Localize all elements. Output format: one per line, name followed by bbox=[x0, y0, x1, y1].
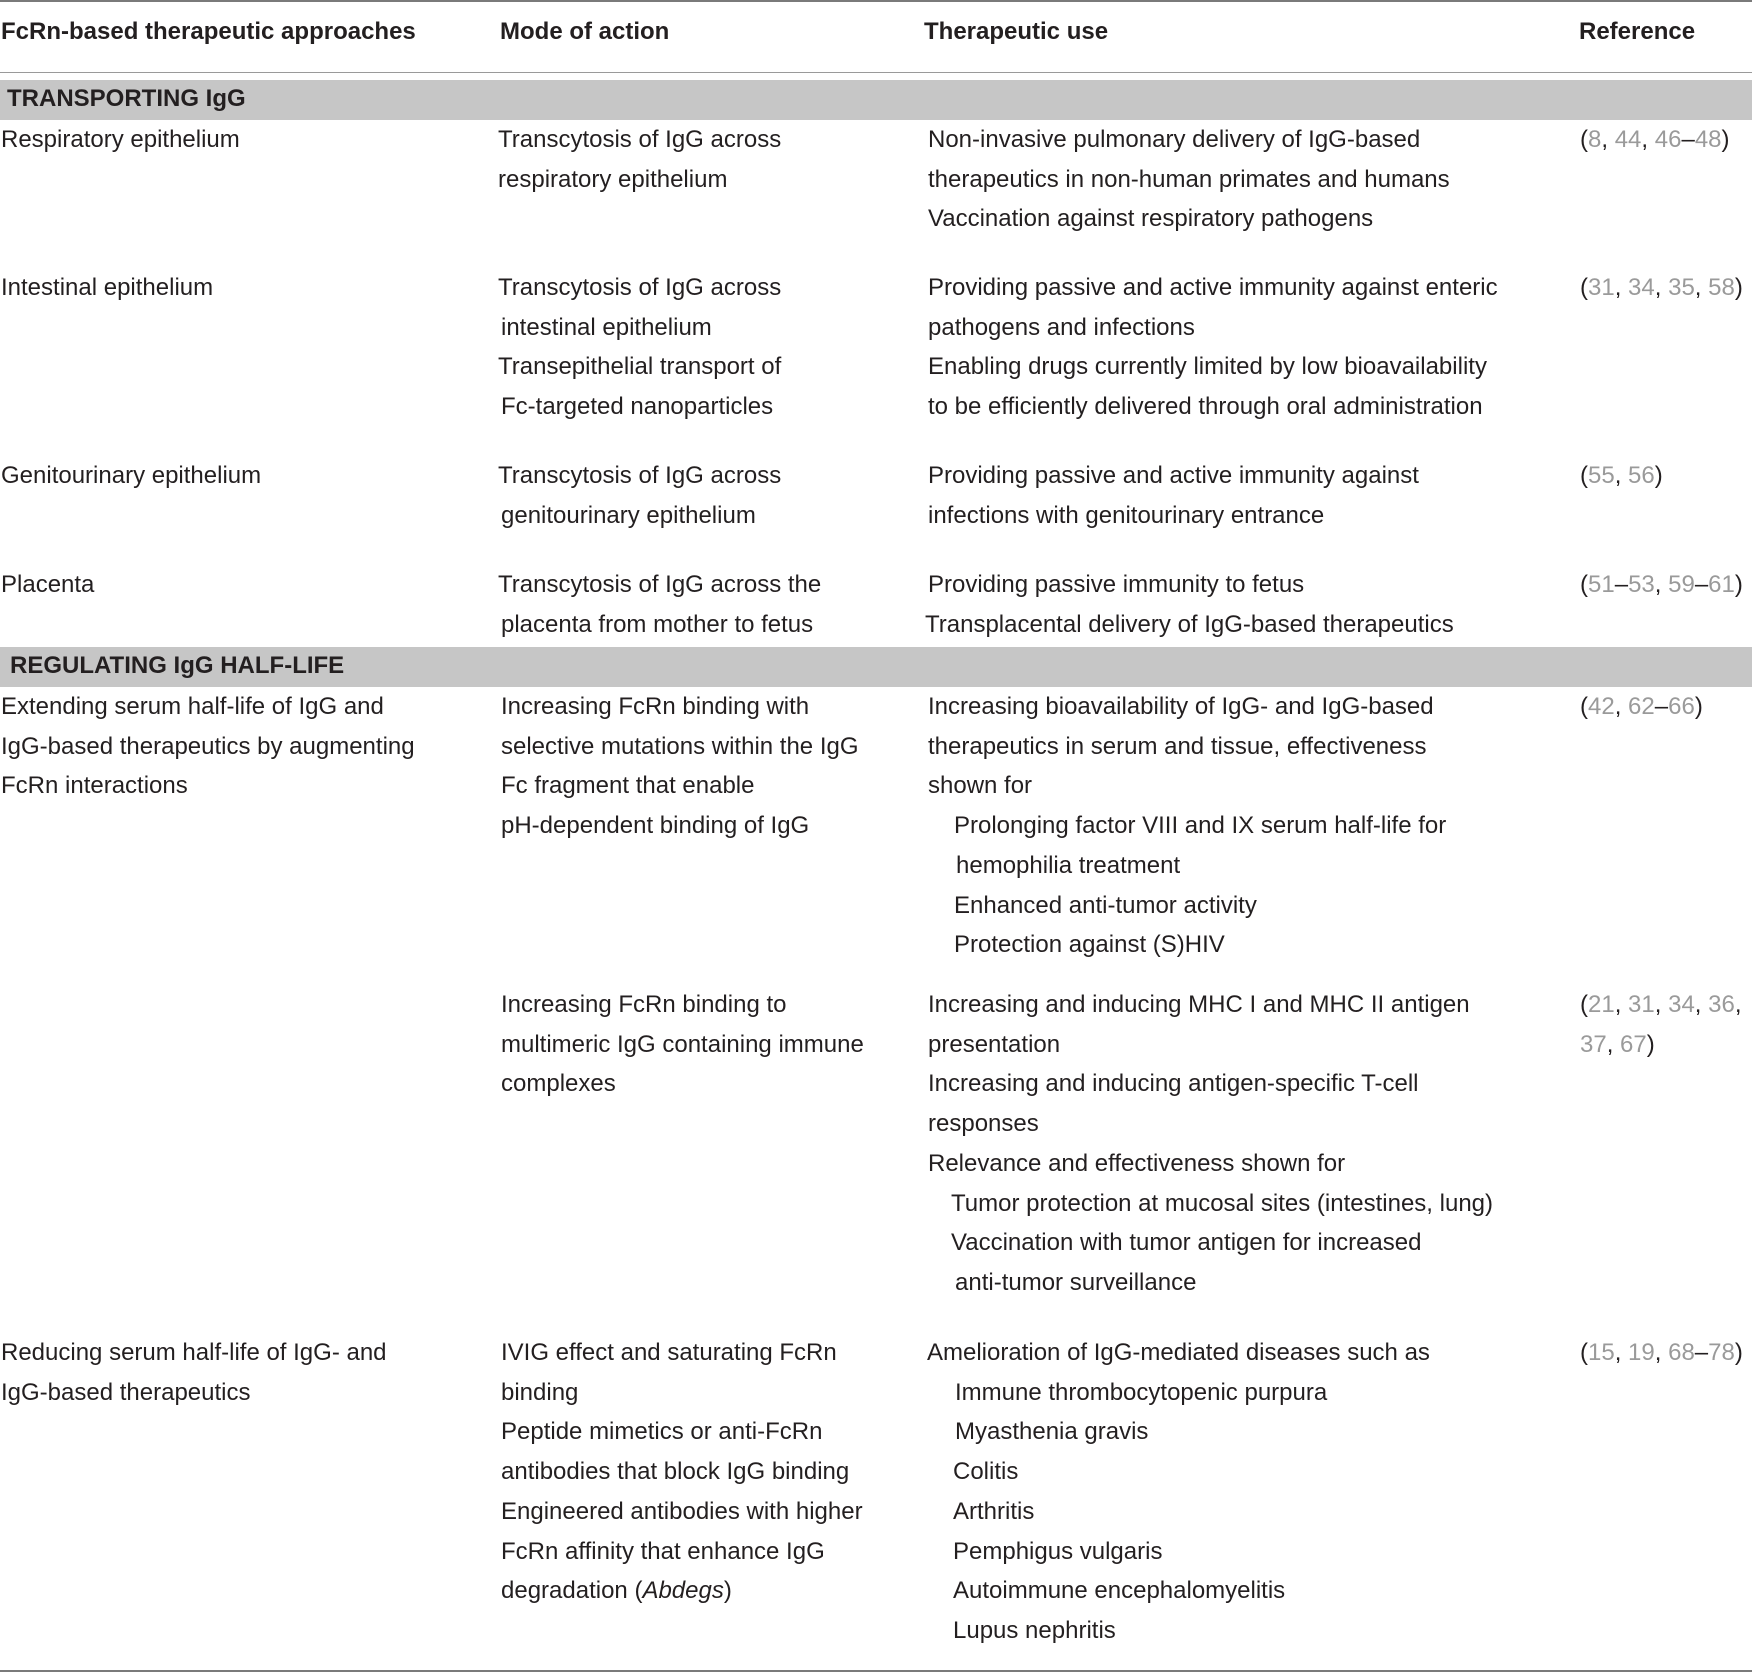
use-cell bbox=[928, 985, 1493, 1303]
reference-number: 59 bbox=[1668, 571, 1695, 598]
reference-cell bbox=[1580, 1333, 1743, 1373]
use-cell bbox=[928, 687, 1446, 965]
use-cell bbox=[925, 565, 1454, 644]
reference-punctuation: ) bbox=[1734, 274, 1743, 301]
approach-text: Reducing serum half-life of IgG- and bbox=[1, 1339, 387, 1366]
reference-punctuation: ( bbox=[1580, 693, 1588, 720]
reference-punctuation: , bbox=[1614, 462, 1629, 489]
column-header-reference: Reference bbox=[1579, 18, 1696, 45]
reference-punctuation: , bbox=[1606, 1030, 1621, 1058]
use-subitem: Prolonging factor VIII and IX serum half-life for bbox=[954, 812, 1447, 840]
use-subitem: Protection against (S)HIV bbox=[954, 931, 1225, 959]
use-text: Providing passive and active immunity against enteric bbox=[928, 274, 1498, 301]
use-text: Increasing bioavailability of IgG- and IgG-based bbox=[928, 693, 1434, 720]
header-rule bbox=[0, 72, 1752, 73]
approach-cell bbox=[1, 268, 213, 308]
approach-cell bbox=[1, 687, 415, 806]
approach-text: Genitourinary epithelium bbox=[1, 462, 262, 489]
approach-cell bbox=[1, 1333, 387, 1412]
reference-punctuation: ( bbox=[1580, 274, 1588, 301]
reference-punctuation: ) bbox=[1721, 126, 1730, 153]
reference-number: 61 bbox=[1708, 571, 1735, 598]
use-text: Increasing and inducing MHC I and MHC II antigen bbox=[928, 991, 1470, 1018]
reference-text bbox=[1580, 268, 1743, 308]
reference-number: 8 bbox=[1588, 126, 1602, 153]
reference-number: 53 bbox=[1628, 571, 1655, 598]
reference-cell bbox=[1580, 565, 1743, 605]
approach-text: IgG-based therapeutics by augmenting bbox=[1, 732, 415, 760]
reference-number: 36 bbox=[1708, 991, 1735, 1018]
reference-number: 46 bbox=[1654, 126, 1682, 153]
mode-text: Transcytosis of IgG across bbox=[498, 462, 782, 489]
use-text: Non-invasive pulmonary delivery of IgG-based bbox=[928, 126, 1421, 153]
reference-number: 56 bbox=[1628, 462, 1655, 489]
reference-punctuation: , bbox=[1601, 126, 1615, 153]
use-text: responses bbox=[928, 1110, 1039, 1138]
mode-text: genitourinary epithelium bbox=[501, 501, 756, 529]
reference-number: 42 bbox=[1588, 693, 1615, 720]
use-cell bbox=[928, 120, 1450, 239]
use-text: to be efficiently delivered through oral administration bbox=[928, 393, 1483, 421]
use-text: infections with genitourinary entrance bbox=[928, 501, 1325, 529]
reference-number: 58 bbox=[1708, 274, 1735, 301]
reference-punctuation: , bbox=[1614, 274, 1629, 301]
reference-cell bbox=[1580, 687, 1703, 727]
use-text: Enabling drugs currently limited by low bioavailability bbox=[928, 353, 1487, 381]
use-text: therapeutics in non-human primates and humans bbox=[928, 165, 1450, 193]
reference-text bbox=[1580, 985, 1742, 1025]
mode-cell bbox=[498, 120, 781, 199]
section-title: REGULATING IgG HALF-LIFE bbox=[10, 652, 345, 679]
reference-number: 37 bbox=[1580, 1030, 1607, 1058]
reference-number: 21 bbox=[1588, 991, 1615, 1018]
use-text: shown for bbox=[928, 772, 1033, 800]
mode-cell bbox=[498, 268, 781, 427]
use-cell bbox=[928, 456, 1419, 535]
reference-number: 48 bbox=[1694, 126, 1722, 153]
reference-text bbox=[1580, 1025, 1742, 1065]
mode-text-part: ) bbox=[723, 1577, 732, 1605]
use-cell bbox=[928, 268, 1498, 427]
reference-number: 34 bbox=[1668, 991, 1695, 1018]
column-header-use: Therapeutic use bbox=[924, 18, 1109, 45]
mode-text-part: degradation ( bbox=[501, 1577, 643, 1605]
use-subitem: Vaccination with tumor antigen for increased bbox=[951, 1229, 1422, 1257]
mode-text: Transcytosis of IgG across bbox=[498, 274, 782, 301]
approach-text: FcRn interactions bbox=[1, 772, 188, 800]
use-subitem: hemophilia treatment bbox=[956, 851, 1181, 879]
reference-text bbox=[1580, 120, 1730, 160]
use-subitem: anti-tumor surveillance bbox=[955, 1268, 1197, 1296]
section-band bbox=[0, 647, 1752, 687]
reference-number: 15 bbox=[1588, 1339, 1615, 1366]
use-text: Relevance and effectiveness shown for bbox=[928, 1149, 1346, 1177]
reference-punctuation: ( bbox=[1580, 462, 1588, 489]
mode-text: IVIG effect and saturating FcRn bbox=[501, 1339, 837, 1366]
use-subitem: Enhanced anti-tumor activity bbox=[954, 891, 1257, 919]
reference-number: 31 bbox=[1588, 274, 1615, 301]
reference-number: 62 bbox=[1628, 693, 1655, 720]
mode-text: placenta from mother to fetus bbox=[501, 610, 814, 638]
approach-text: Placenta bbox=[1, 571, 95, 598]
use-subitem: Colitis bbox=[953, 1458, 1019, 1486]
reference-number: 55 bbox=[1588, 462, 1615, 489]
approach-text: Extending serum half-life of IgG and bbox=[1, 693, 384, 720]
reference-punctuation: – bbox=[1681, 126, 1695, 153]
use-subitem: Autoimmune encephalomyelitis bbox=[953, 1577, 1286, 1605]
reference-punctuation: ( bbox=[1580, 126, 1588, 153]
mode-cell bbox=[501, 1333, 863, 1611]
reference-punctuation: – bbox=[1694, 1339, 1709, 1366]
column-header-approach: FcRn-based therapeutic approaches bbox=[1, 18, 416, 45]
mode-text: Fc-targeted nanoparticles bbox=[501, 393, 774, 421]
mode-text: Fc fragment that enable bbox=[501, 772, 755, 800]
reference-text bbox=[1580, 1333, 1743, 1373]
approach-text: Respiratory epithelium bbox=[1, 126, 240, 153]
reference-punctuation: ) bbox=[1646, 1030, 1655, 1058]
mode-text bbox=[501, 1571, 863, 1611]
approach-text: Intestinal epithelium bbox=[1, 274, 214, 301]
use-subitem: Arthritis bbox=[953, 1497, 1035, 1525]
reference-punctuation: , bbox=[1614, 1339, 1629, 1366]
reference-number: 31 bbox=[1628, 991, 1655, 1018]
reference-number: 78 bbox=[1708, 1339, 1735, 1366]
reference-number: 66 bbox=[1668, 693, 1695, 720]
reference-punctuation: – bbox=[1654, 693, 1669, 720]
mode-text: Increasing FcRn binding with bbox=[501, 693, 810, 720]
mode-text: Engineered antibodies with higher bbox=[501, 1497, 863, 1525]
use-text: therapeutics in serum and tissue, effectiveness bbox=[928, 732, 1427, 760]
use-subitem: Lupus nephritis bbox=[953, 1616, 1116, 1644]
table-bottom-rule bbox=[0, 1670, 1752, 1672]
reference-punctuation: , bbox=[1654, 991, 1669, 1018]
mode-cell bbox=[498, 456, 781, 535]
reference-punctuation: , bbox=[1694, 991, 1709, 1018]
use-text: presentation bbox=[928, 1030, 1061, 1058]
reference-punctuation: – bbox=[1614, 571, 1629, 598]
reference-number: 51 bbox=[1588, 571, 1615, 598]
mode-text: binding bbox=[501, 1378, 579, 1406]
approach-cell bbox=[1, 565, 94, 605]
use-subitem: Myasthenia gravis bbox=[955, 1418, 1149, 1446]
reference-punctuation: , bbox=[1654, 274, 1669, 301]
reference-punctuation: ) bbox=[1694, 693, 1703, 720]
reference-number: 68 bbox=[1668, 1339, 1695, 1366]
mode-text: Transcytosis of IgG across bbox=[498, 126, 782, 153]
mode-text: FcRn affinity that enhance IgG bbox=[501, 1537, 825, 1565]
mode-text: complexes bbox=[501, 1070, 616, 1098]
reference-number: 35 bbox=[1668, 274, 1695, 301]
use-text: Increasing and inducing antigen-specific T-cell bbox=[928, 1070, 1419, 1098]
reference-text bbox=[1580, 565, 1743, 605]
approach-text: IgG-based therapeutics bbox=[1, 1378, 251, 1406]
reference-text bbox=[1580, 687, 1703, 727]
reference-punctuation: , bbox=[1694, 274, 1709, 301]
use-text: Transplacental delivery of IgG-based therapeutics bbox=[925, 610, 1454, 638]
reference-number: 34 bbox=[1628, 274, 1655, 301]
approach-cell bbox=[1, 120, 240, 160]
reference-punctuation: ) bbox=[1654, 462, 1663, 489]
reference-punctuation: ) bbox=[1734, 571, 1743, 598]
mode-text: selective mutations within the IgG bbox=[501, 732, 859, 760]
reference-number: 44 bbox=[1614, 126, 1642, 153]
mode-cell bbox=[501, 985, 864, 1104]
reference-punctuation: , bbox=[1614, 991, 1629, 1018]
use-subitem: Immune thrombocytopenic purpura bbox=[955, 1378, 1328, 1406]
use-text: pathogens and infections bbox=[928, 313, 1195, 341]
reference-punctuation: ( bbox=[1580, 991, 1588, 1018]
table-top-rule bbox=[0, 0, 1752, 2]
mode-text: pH-dependent binding of IgG bbox=[501, 812, 810, 840]
reference-punctuation: ( bbox=[1580, 571, 1588, 598]
column-header-mode: Mode of action bbox=[500, 18, 670, 45]
section-title: TRANSPORTING IgG bbox=[7, 85, 246, 112]
use-text: Providing passive and active immunity against bbox=[928, 462, 1419, 489]
reference-punctuation: , bbox=[1654, 571, 1669, 598]
use-cell bbox=[927, 1333, 1430, 1651]
mode-text: intestinal epithelium bbox=[501, 313, 712, 341]
reference-cell bbox=[1580, 268, 1743, 308]
reference-cell bbox=[1580, 456, 1663, 496]
reference-number: 19 bbox=[1628, 1339, 1655, 1366]
abdegs-term: Abdegs bbox=[642, 1577, 724, 1605]
reference-cell bbox=[1580, 120, 1730, 160]
reference-punctuation: , bbox=[1614, 693, 1629, 720]
reference-punctuation: , bbox=[1641, 126, 1655, 153]
reference-cell bbox=[1580, 985, 1742, 1064]
reference-punctuation: ) bbox=[1734, 1339, 1743, 1366]
reference-punctuation: – bbox=[1694, 571, 1709, 598]
mode-text: respiratory epithelium bbox=[498, 165, 728, 193]
use-text: Amelioration of IgG-mediated diseases such as bbox=[927, 1339, 1430, 1366]
reference-punctuation: , bbox=[1734, 991, 1742, 1018]
mode-text: antibodies that block IgG binding bbox=[501, 1458, 850, 1486]
use-text: Providing passive immunity to fetus bbox=[928, 571, 1305, 598]
reference-number: 67 bbox=[1620, 1030, 1647, 1058]
reference-text bbox=[1580, 456, 1663, 496]
approach-cell bbox=[1, 456, 261, 496]
mode-text: Increasing FcRn binding to bbox=[501, 991, 787, 1018]
mode-text: Transcytosis of IgG across the bbox=[498, 571, 822, 598]
mode-text: Transepithelial transport of bbox=[498, 353, 782, 381]
section-band bbox=[0, 80, 1752, 120]
reference-punctuation: ( bbox=[1580, 1339, 1588, 1366]
use-subitem: Pemphigus vulgaris bbox=[953, 1537, 1163, 1565]
mode-cell bbox=[498, 565, 821, 644]
use-subitem: Tumor protection at mucosal sites (intestines, lung) bbox=[951, 1189, 1494, 1217]
mode-text: multimeric IgG containing immune bbox=[501, 1030, 864, 1058]
mode-text: Peptide mimetics or anti-FcRn bbox=[501, 1418, 823, 1446]
mode-cell bbox=[501, 687, 859, 846]
reference-punctuation: , bbox=[1654, 1339, 1669, 1366]
use-text: Vaccination against respiratory pathogens bbox=[928, 205, 1374, 233]
